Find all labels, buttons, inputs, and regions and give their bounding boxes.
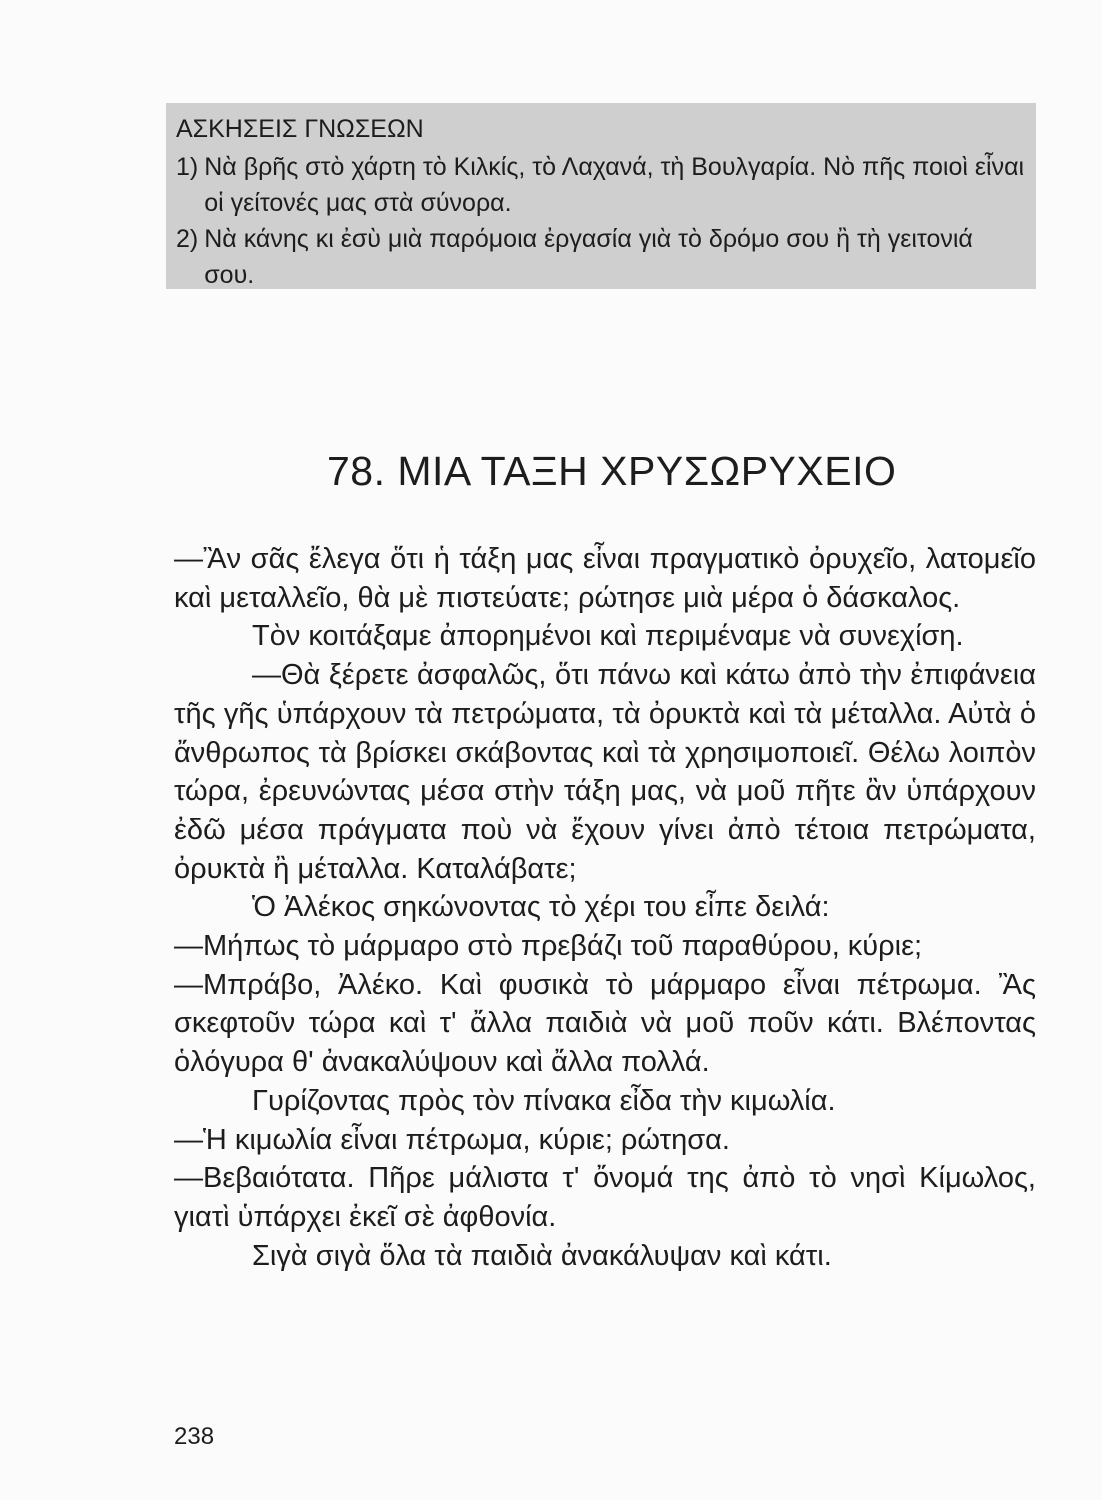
paragraph: —Μήπως τὸ μάρμαρο στὸ πρεβάζι τοῦ παραθύρου, κύριε; — [174, 930, 923, 963]
paragraph: —Μπράβο, Ἀλέκο. Καὶ φυσικὰ τὸ μάρμαρο εἶναι πέτρωμα. Ἂς σκεφτοῦν τώρα καὶ τ' ἄλλα παιδιὰ νὰ μοῦ ποῦν κάτι. Βλέποντας ὁλόγυρα θ' ἀνακαλύψουν καὶ ἄλλα πολλά. — [174, 968, 1036, 1079]
exercises-heading: ΑΣΚΗΣΕΙΣ ΓΝΩΣΕΩΝ — [176, 115, 424, 143]
paragraph: —Ἂν σᾶς ἔλεγα ὅτι ἡ τάξη μας εἶναι πραγματικὸ ὀρυχεῖο, λατομεῖο καὶ μεταλλεῖο, θὰ μὲ πιστεύατε; ρώτησε μιὰ μέρα ὁ δάσκαλος. — [174, 543, 1036, 614]
exercise-text: Νὰ βρῆς στὸ χάρτη τὸ Κιλκίς, τὸ Λαχανά, τὴ Βουλγαρία. Νὸ πῆς ποιοὶ εἶναι οἱ γείτονές μας στὰ σύνορα. — [204, 153, 1025, 217]
page-number: 238 — [174, 1423, 215, 1450]
paragraph: Ὁ Ἀλέκος σηκώνοντας τὸ χέρι του εἶπε δειλά: — [252, 891, 830, 924]
exercises-box — [166, 103, 1036, 289]
exercise-number: 2) — [176, 225, 199, 253]
paragraph: Τὸν κοιτάξαμε ἀπορημένοι καὶ περιμέναμε νὰ συνεχίση. — [252, 620, 964, 653]
exercise-item — [176, 149, 1026, 221]
paragraph: —Ἡ κιμωλία εἶναι πέτρωμα, κύριε; ρώτησα. — [174, 1123, 730, 1156]
paragraph: Σιγὰ σιγὰ ὅλα τὰ παιδιὰ ἀνακάλυψαν καὶ κάτι. — [252, 1239, 832, 1272]
lesson-title: 78. ΜΙΑ ΤΑΞΗ ΧΡΥΣΩΡΥΧΕΙΟ — [327, 448, 897, 494]
exercise-number: 1) — [176, 153, 199, 181]
lesson-body — [174, 540, 1036, 1275]
exercise-item — [176, 221, 1026, 293]
paragraph: Γυρίζοντας πρὸς τὸν πίνακα εἶδα τὴν κιμωλία. — [252, 1084, 836, 1117]
exercise-text: Νὰ κάνης κι ἐσὺ μιὰ παρόμοια ἐργασία γιὰ τὸ δρόμο σου ἢ τὴ γειτονιά σου. — [204, 225, 973, 289]
paragraph: —Θὰ ξέρετε ἀσφαλῶς, ὅτι πάνω καὶ κάτω ἀπὸ τὴν ἐπιφάνεια τῆς γῆς ὑπάρχουν τὰ πετρώματα, τὰ ὀρυκτὰ καὶ τὰ μέταλλα. Αὐτὰ ὁ ἄνθρωπος τὰ βρίσκει σκάβοντας καὶ τὰ χρησιμοποιεῖ. Θέλω λοιπὸν τώρα, ἐρευνώντας μέσα στὴν τάξη μας, νὰ μοῦ πῆτε ἂν ὑπάρχουν ἐδῶ μέσα πράγματα ποὺ νὰ ἔχουν γίνει ἀπὸ τέτοια πετρώματα, ὀρυκτὰ ἢ μέταλλα. Καταλάβατε; — [174, 659, 1036, 885]
paragraph: —Βεβαιότατα. Πῆρε μάλιστα τ' ὄνομά της ἀπὸ τὸ νησὶ Κίμωλος, γιατὶ ὑπάρχει ἐκεῖ σὲ ἀφθονία. — [174, 1162, 1036, 1233]
